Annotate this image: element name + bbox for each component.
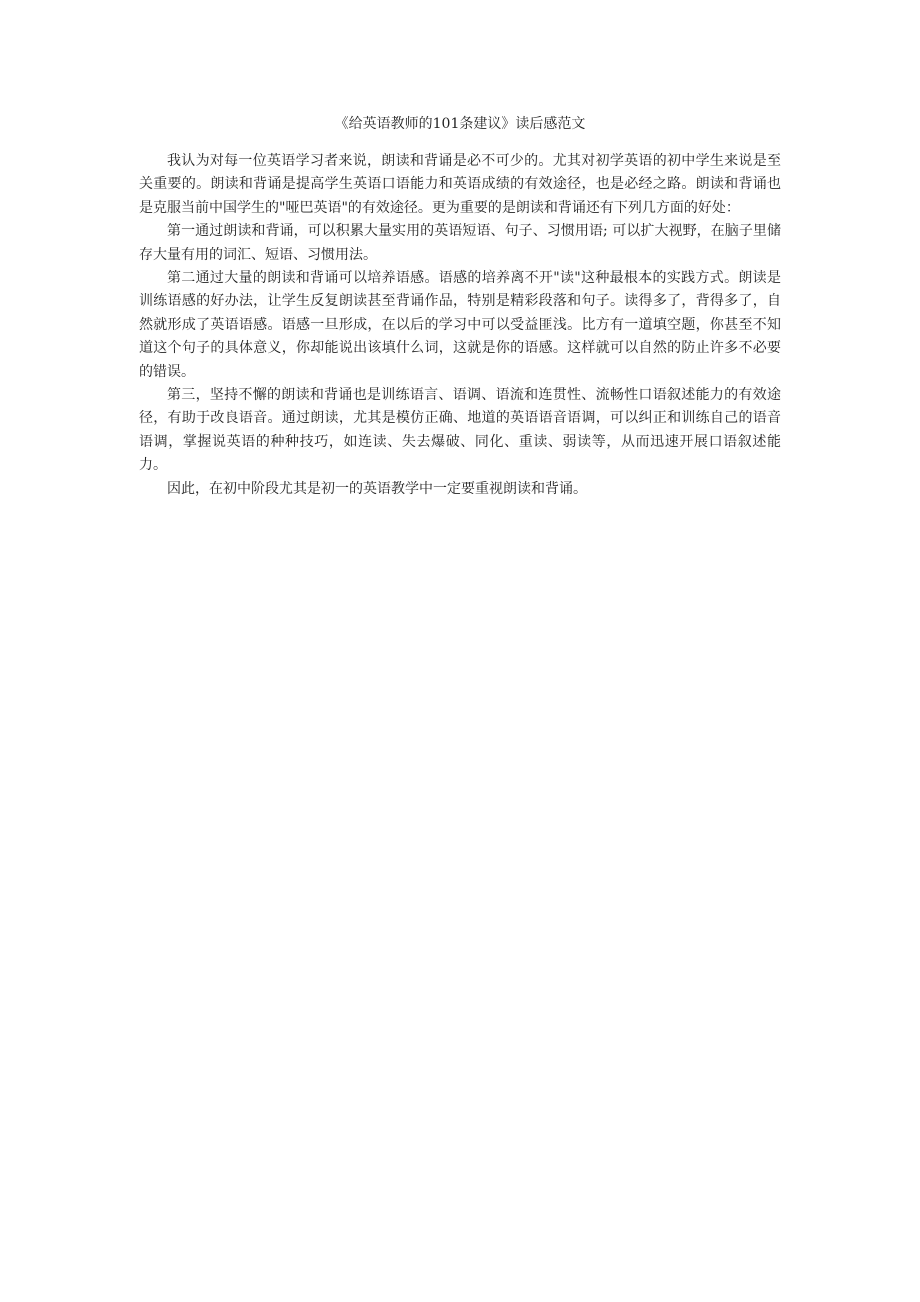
document-title: 《给英语教师的101条建议》读后感范文 <box>334 116 586 132</box>
paragraph-second-point: 第二通过大量的朗读和背诵可以培养语感。语感的培养离不开"读"这种最根本的实践方式。朗读是训练语感的好办法，让学生反复朗读甚至背诵作品，特别是精彩段落和句子。读得多了，背得多了，自然就形成了英语语感。语感一旦形成，在以后的学习中可以受益匪浅。比方有一道填空题，你甚至不知道这个句子的具体意义，你却能说出该填什么词，这就是你的语感。这样就可以自然的防止许多不必要的错误。 <box>139 270 781 380</box>
document-body <box>139 150 781 501</box>
paragraph-third-point: 第三，坚持不懈的朗读和背诵也是训练语言、语调、语流和连贯性、流畅性口语叙述能力的有效途径，有助于改良语音。通过朗读，尤其是模仿正确、地道的英语语音语调，可以纠正和训练自己的语音语调，掌握说英语的种种技巧，如连读、失去爆破、同化、重读、弱读等，从而迅速开展口语叙述能力。 <box>139 387 781 474</box>
paragraph-intro: 我认为对每一位英语学习者来说，朗读和背诵是必不可少的。尤其对初学英语的初中学生来说是至关重要的。朗读和背诵是提高学生英语口语能力和英语成绩的有效途径，也是必经之路。朗读和背诵也是克服当前中国学生的"哑巴英语"的有效途径。更为重要的是朗读和背诵还有下列几方面的好处： <box>139 153 781 216</box>
paragraph-first-point: 第一通过朗读和背诵，可以积累大量实用的英语短语、句子、习惯用语; 可以扩大视野，在脑子里储存大量有用的词汇、短语、习惯用法。 <box>139 223 781 263</box>
paragraph-conclusion: 因此，在初中阶段尤其是初一的英语教学中一定要重视朗读和背诵。 <box>167 480 587 497</box>
